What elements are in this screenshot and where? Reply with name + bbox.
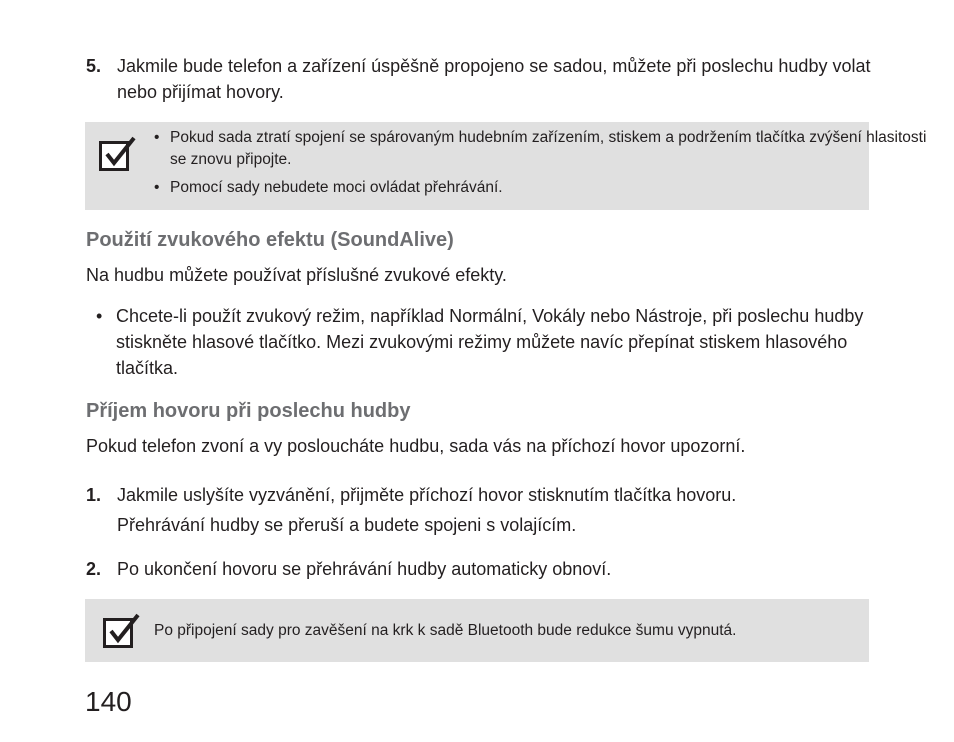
- note-item: • Pomocí sady nebudete moci ovládat přehrávání.: [154, 179, 503, 196]
- step-text: Jakmile uslyšíte vyzvánění, přijměte příchozí hovor stisknutím tlačítka hovoru. Přehrávání hudby se přeruší a budete spojeni s volajícím.: [117, 485, 737, 535]
- step-number: 5.: [86, 56, 102, 76]
- note-text: Po připojení sady pro zavěšení na krk k sadě Bluetooth bude redukce šumu vypnutá.: [154, 622, 737, 639]
- checkbox-note-icon: [99, 141, 129, 171]
- section-heading: Příjem hovoru při poslechu hudby: [86, 400, 411, 422]
- bullet-text: Chcete-li použít zvukový režim, například Normální, Vokály nebo Nástroje, při poslechu hudby stiskněte hlasové tlačítko. Mezi zvukovými režimy můžete navíc přepínat stiskem hlasového tlačítka.: [116, 306, 864, 378]
- checkbox-note-icon: [103, 618, 133, 648]
- step-number: 2.: [86, 559, 102, 579]
- section-heading: Použití zvukového efektu (SoundAlive): [86, 229, 454, 251]
- section-intro: Na hudbu můžete používat příslušné zvukové efekty.: [86, 265, 507, 285]
- note-item: • Pokud sada ztratí spojení se spárovaným hudebním zařízením, stiskem a podržením tlačítka zvýšení hlasitosti se znovu připojte.: [154, 129, 927, 168]
- step-text: Jakmile bude telefon a zařízení úspěšně propojeno se sadou, můžete při poslechu hudby volat nebo přijímat hovory.: [117, 56, 871, 102]
- step-text: Po ukončení hovoru se přehrávání hudby automaticky obnoví.: [117, 559, 612, 579]
- step-number: 1.: [86, 485, 102, 505]
- note-list: [154, 127, 940, 199]
- page-number: 140: [85, 686, 132, 717]
- section-intro: Pokud telefon zvoní a vy posloucháte hudbu, sada vás na příchozí hovor upozorní.: [86, 436, 746, 456]
